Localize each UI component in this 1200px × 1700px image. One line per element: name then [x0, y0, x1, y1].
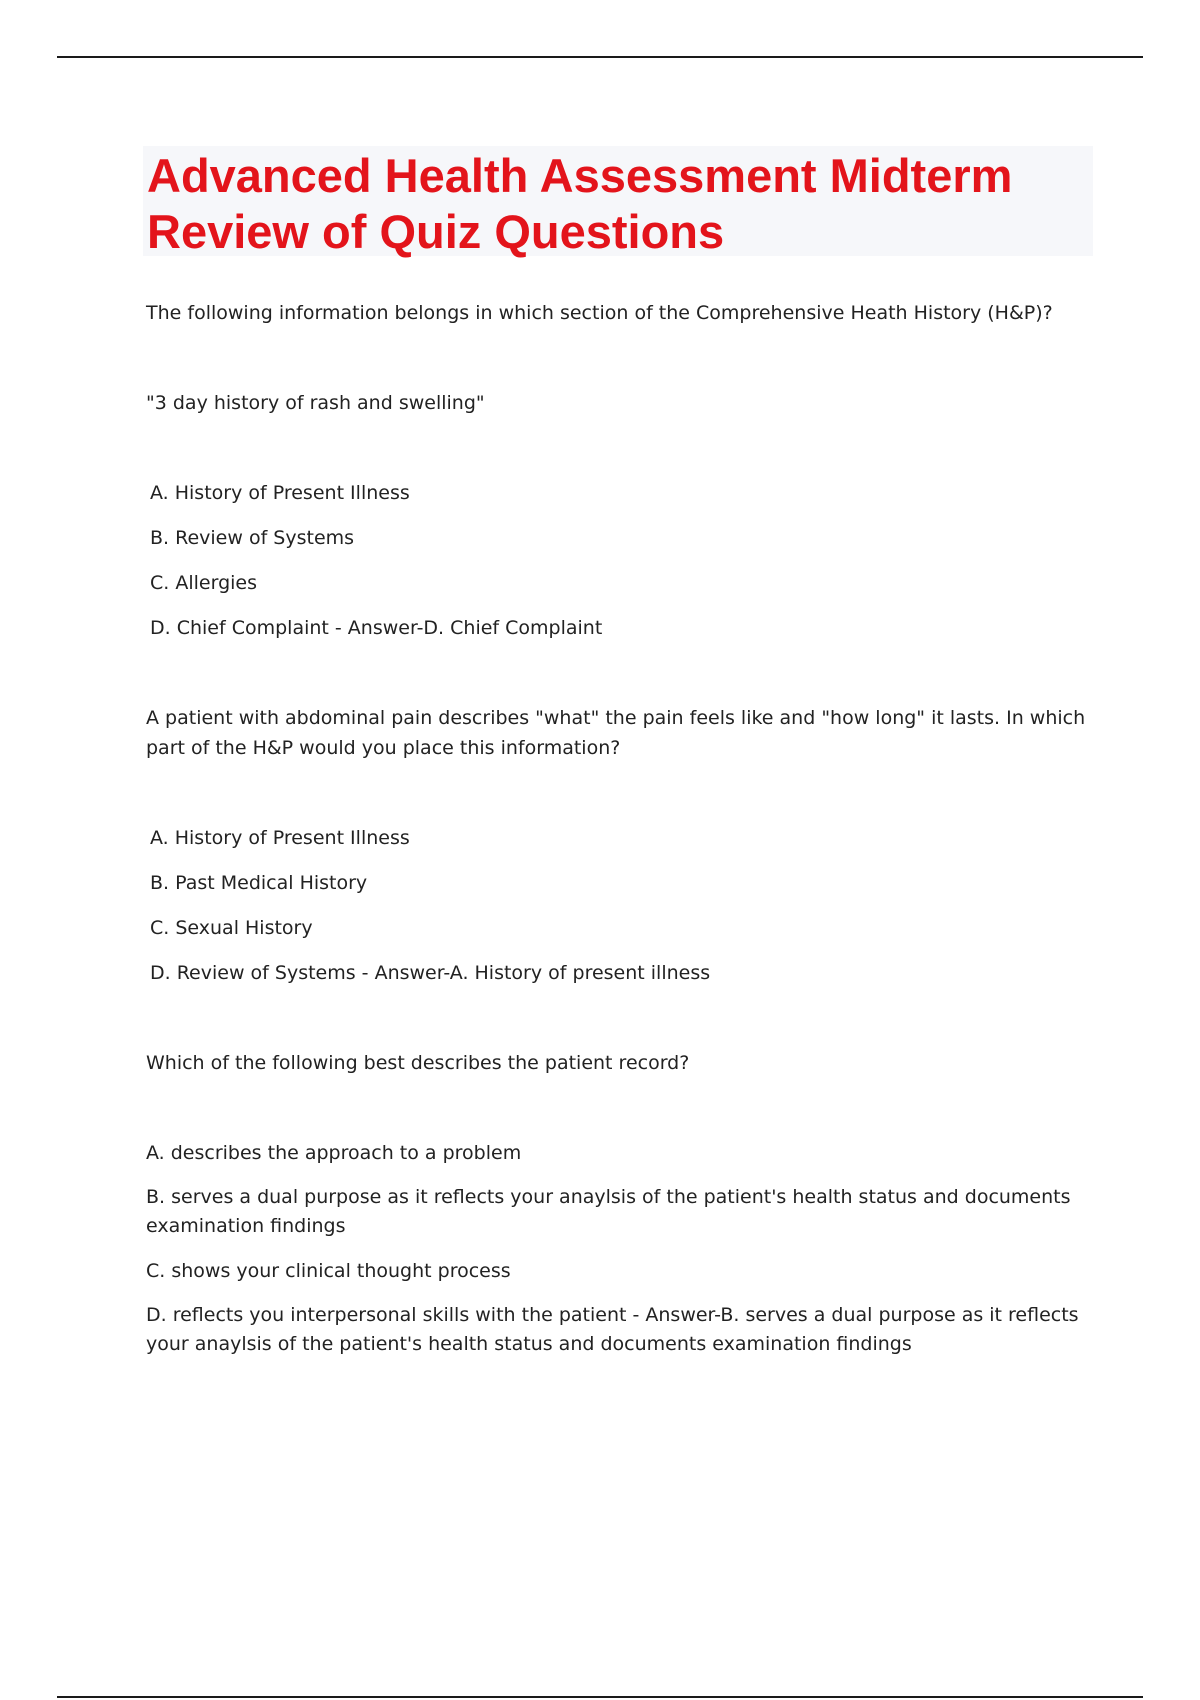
question-3-option-b: B. serves a dual purpose as it reflects your anaylsis of the patient's health status and documents examination findings	[146, 1186, 1071, 1237]
question-1-option-a: A. History of Present Illness	[150, 482, 410, 504]
question-1	[146, 298, 1086, 643]
quiz-content	[146, 298, 1086, 1374]
question-2-option-c: C. Sexual History	[150, 917, 313, 939]
question-1-text: The following information belongs in which section of the Comprehensive Heath History (H&P)?	[146, 302, 1053, 324]
title-line-2: Review of Quiz Questions	[147, 205, 725, 258]
question-3-text: Which of the following best describes the patient record?	[146, 1052, 690, 1074]
question-3-option-a: A. describes the approach to a problem	[146, 1142, 522, 1164]
question-1-option-d-answer: D. Chief Complaint - Answer-D. Chief Complaint	[150, 617, 603, 639]
title-banner	[143, 146, 1093, 256]
question-3-option-d-answer: D. reflects you interpersonal skills with the patient - Answer-B. serves a dual purpose as it reflects your anaylsis of the patient's health status and documents examination findings	[146, 1304, 1079, 1355]
question-2	[146, 703, 1086, 988]
question-1-option-b: B. Review of Systems	[150, 527, 355, 549]
title-line-1: Advanced Health Assessment Midterm	[147, 149, 1013, 202]
question-1-quote: "3 day history of rash and swelling"	[146, 392, 485, 414]
question-1-option-c: C. Allergies	[150, 572, 257, 594]
footer-rule	[57, 1696, 1143, 1698]
question-3	[146, 1048, 1086, 1359]
question-2-option-b: B. Past Medical History	[150, 872, 368, 894]
question-2-text: A patient with abdominal pain describes "what" the pain feels like and "how long" it lasts. In which part of the H&P would you place this information?	[146, 707, 1086, 759]
header-rule	[57, 56, 1143, 58]
question-3-option-c: C. shows your clinical thought process	[146, 1260, 511, 1282]
document-title	[147, 146, 1093, 260]
question-2-option-a: A. History of Present Illness	[150, 827, 410, 849]
question-2-option-d-answer: D. Review of Systems - Answer-A. History of present illness	[150, 962, 711, 984]
